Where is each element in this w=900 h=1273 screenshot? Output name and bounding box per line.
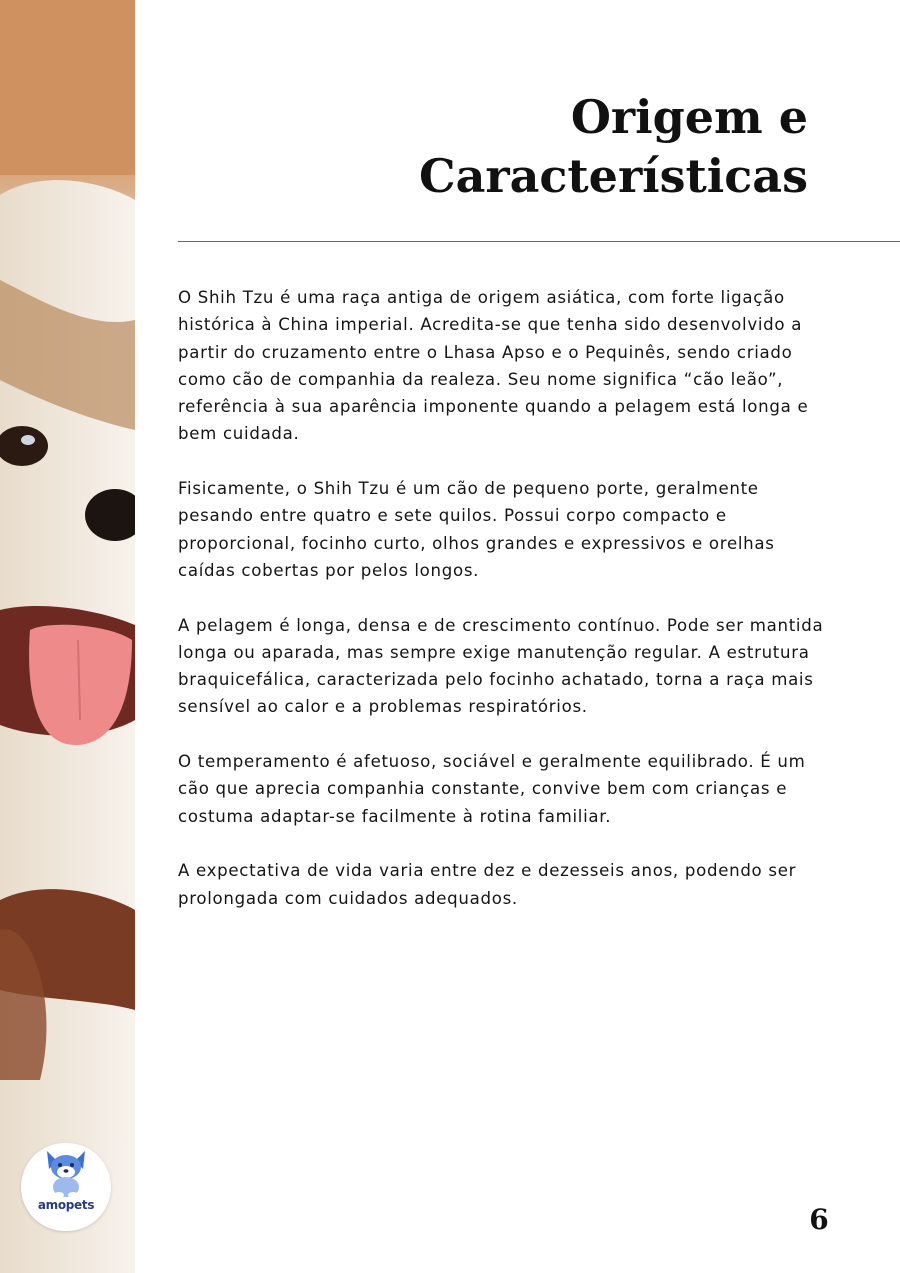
paragraph-coat: A pelagem é longa, densa e de crescimento contínuo. Pode ser mantida longa ou aparada, mas sempre exige manutenção regular. A estrutura braquicefálica, caracterizada pelo focinho achatado, torna a raça mais sensível ao calor e a problemas respiratórios.	[178, 615, 824, 717]
puppy-mascot-icon	[39, 1147, 93, 1199]
body-text	[178, 284, 828, 939]
paragraph-physical: Fisicamente, o Shih Tzu é um cão de pequeno porte, geralmente pesando entre quatro e sete quilos. Possui corpo compacto e proporcional, focinho curto, olhos grandes e expressivos e orelhas caídas cobertas por pelos longos.	[178, 479, 775, 580]
paragraph-temperament: O temperamento é afetuoso, sociável e geralmente equilibrado. É um cão que aprecia companhia constante, convive bem com crianças e costuma adaptar-se facilmente à rotina familiar.	[178, 752, 806, 826]
page-title: Origem e Características	[418, 90, 808, 203]
page-number: 6	[809, 1203, 829, 1236]
amopets-logo	[21, 1143, 111, 1231]
shih-tzu-photo-art	[0, 0, 135, 1273]
paragraph-origin: O Shih Tzu é uma raça antiga de origem asiática, com forte ligação histórica à China imperial. Acredita-se que tenha sido desenvolvido a partir do cruzamento entre o Lhasa Apso e o Pequinês, sendo criado como cão de companhia da realeza. Seu nome significa “cão leão”, referência à sua aparência imponente quando a pelagem está longa e bem cuidada.	[178, 288, 809, 444]
shih-tzu-photo	[0, 0, 135, 1273]
logo-text: amopets	[37, 1198, 95, 1212]
title-divider	[178, 241, 900, 242]
paragraph-lifespan: A expectativa de vida varia entre dez e dezesseis anos, podendo ser prolongada com cuidados adequados.	[178, 861, 797, 908]
